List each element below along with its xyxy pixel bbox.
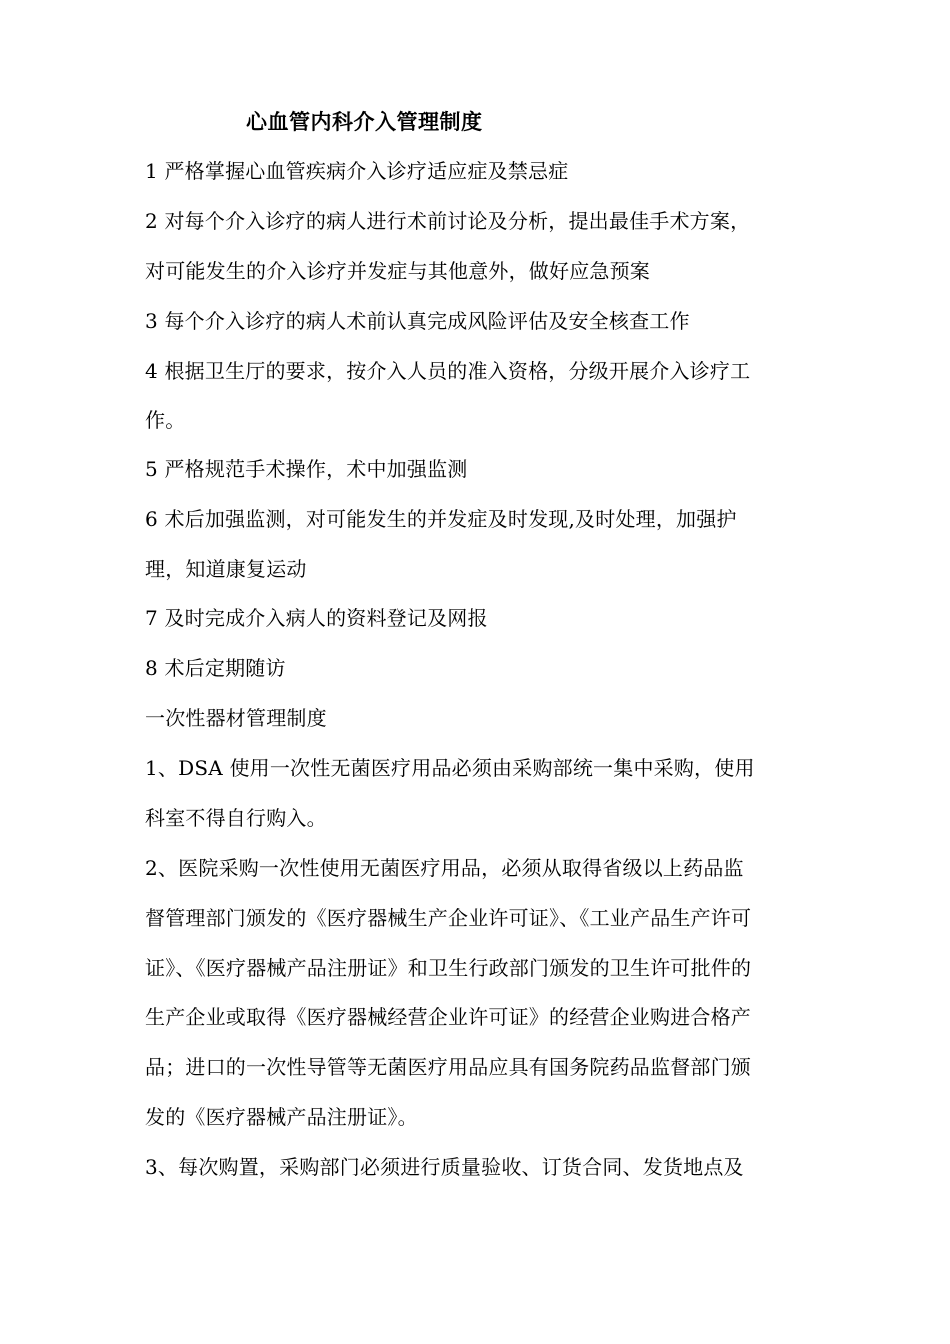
text-line: 8 术后定期随访 <box>145 656 286 680</box>
text-line: 2 对每个介入诊疗的病人进行术前讨论及分析，提出最佳手术方案， <box>145 209 751 233</box>
text-line: 生产企业或取得《医疗器械经营企业许可证》的经营企业购进合格产 <box>145 1005 751 1029</box>
text-line: 5 严格规范手术操作，术中加强监测 <box>145 457 468 481</box>
text-line: 2、医院采购一次性使用无菌医疗用品，必须从取得省级以上药品监 <box>145 856 744 880</box>
text-line: 作。 <box>145 408 186 432</box>
text-line: 6 术后加强监测，对可能发生的并发症及时发现,及时处理，加强护 <box>145 507 737 531</box>
text-line: 1、DSA 使用一次性无菌医疗用品必须由采购部统一集中采购，使用 <box>145 756 755 780</box>
text-line: 证》、《医疗器械产品注册证》和卫生行政部门颁发的卫生许可批件的 <box>145 956 752 980</box>
text-line: 对可能发生的介入诊疗并发症与其他意外，做好应急预案 <box>145 259 650 283</box>
text-line: 4 根据卫生厅的要求，按介入人员的准入资格，分级开展介入诊疗工 <box>145 359 751 383</box>
text-line: 1 严格掌握心血管疾病介入诊疗适应症及禁忌症 <box>145 159 569 183</box>
text-line: 7 及时完成介入病人的资料登记及网报 <box>145 606 488 630</box>
section-heading: 一次性器材管理制度 <box>145 706 327 730</box>
text-line: 3、每次购置，采购部门必须进行质量验收、订货合同、发货地点及 <box>145 1155 744 1179</box>
text-line: 理，知道康复运动 <box>145 557 307 581</box>
text-line: 督管理部门颁发的《医疗器械生产企业许可证》、《工业产品生产许可 <box>145 906 752 930</box>
document-title: 心血管内科介入管理制度 <box>246 109 483 134</box>
text-line: 品；进口的一次性导管等无菌医疗用品应具有国务院药品监督部门颁 <box>145 1055 751 1079</box>
text-line: 3 每个介入诊疗的病人术前认真完成风险评估及安全核查工作 <box>145 309 690 333</box>
text-line: 发的《医疗器械产品注册证》。 <box>145 1105 418 1129</box>
text-line: 科室不得自行购入。 <box>145 806 327 830</box>
